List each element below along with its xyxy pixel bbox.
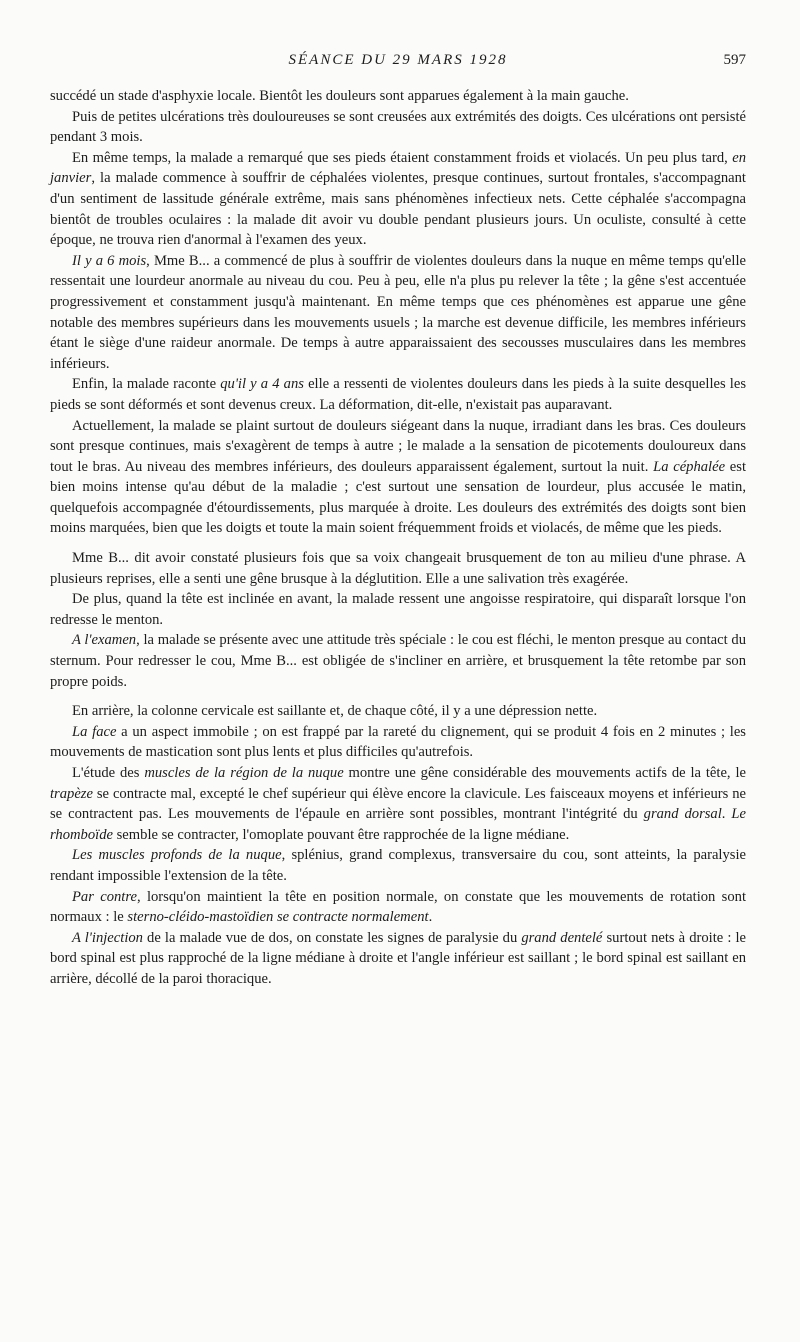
text-run: se contracte mal, excepté le chef supérieur qui élève encore la clavicule. Les faisceaux moyens et inférieurs ne se contractent pas. Les mouvements de l'épaule en arrière sont possibles, montrant l'intégrité du [50,785,746,823]
text-run: Enfin, la malade raconte [72,376,221,393]
text-run: Actuellement, la malade se plaint surtout de douleurs siégeant dans la nuque, irradiant dans les bras. Ces douleurs sont presque continues, mais s'exagèrent de temps à autre ; le malade a la sensation de picotements douloureux dans tout le bras. Au niveau des membres inférieurs, des douleurs apparaissent également, surtout la nuit. [50,417,746,475]
text-run: En même temps, la malade a remarqué que ses pieds étaient constamment froids et violacés. Un peu plus tard, [72,149,733,166]
italic-text: Il y a 6 mois [72,252,147,269]
text-run: semble se contracter, l'omoplate pouvant être rapprochée de la ligne médiane. [112,826,570,843]
paragraph [50,589,746,630]
paragraph [50,416,746,540]
paragraph [50,701,746,722]
italic-text: A l'examen [72,632,137,649]
text-run: Mme B... dit avoir constaté plusieurs fois que sa voix changeait brusquement de ton au milieu d'une phrase. A plusieurs reprises, elle a senti une gêne brusque à la déglutition. Elle a une salivation très exagérée. [50,550,746,587]
text-run: , la malade se présente avec une attitude très spéciale : le cou est fléchi, le menton presque au contact du sternum. Pour redresser le cou, Mme B... est obligée de s'incliner en arrière, et brusquement la tête retombe par son propre poids. [50,632,746,690]
text-run: , splénius, grand complexus, transversaire du cou, sont atteints, la paralysie rendant impossible l'extension de la tête. [50,847,746,884]
text-run: succédé un stade d'asphyxie locale. Bientôt les douleurs sont apparues également à la main gauche. [50,88,629,104]
text-run: L'étude des [72,765,145,781]
text-run: a un aspect immobile ; on est frappé par la rareté du clignement, qui se produit 4 fois en 2 minutes ; les mouvements de mastication sont plus lents et plus difficiles qu'autrefois. [50,723,746,761]
text-run: montre une gêne considérable des mouvements actifs de la tête, le [343,765,746,781]
text-run: . [428,909,433,926]
running-title: SÉANCE DU 29 MARS 1928 [288,52,508,68]
paragraph [50,763,746,845]
italic-text: grand dorsal [643,806,722,823]
paragraph [50,374,746,415]
italic-text: Les muscles profonds de la nuque [72,847,282,864]
paragraph [50,251,746,375]
paragraph [50,887,746,928]
italic-text: Par contre [72,888,137,905]
text-run: En arrière, la colonne cervicale est saillante et, de chaque côté, il y a une dépression nette. [72,703,598,720]
paragraph [50,548,746,589]
italic-text: qu'il y a 4 ans [220,376,304,393]
italic-text: trapèze [50,785,93,802]
paragraph [50,148,746,251]
body-text [50,86,746,990]
text-run: , Mme B... a commencé de plus à souffrir de violentes douleurs dans la nuque en même temps qu'elle ressentait une lourdeur anormale au niveau du cou. Peu à peu, elle n'a plus pu relever la tête ; la gêne s'est accentuée progressivement et constamment jusqu'à maintenant. En même temps que ces phénomènes est apparue une gêne notable des membres supérieurs dans les mouvements usuels ; la marche est devenue difficile, les membres inférieurs étant le siège d'une raideur anormale. De temps à autre apparaissaient des secousses musculaires dans les membres inférieurs. [50,252,746,372]
text-run: . [721,806,732,823]
italic-text: muscles de la région de la nuque [144,765,344,781]
text-run: De plus, quand la tête est inclinée en avant, la malade ressent une angoisse respiratoire, qui disparaît lorsque l'on redresse le menton. [50,591,746,628]
italic-text: grand dentelé [521,929,603,946]
italic-text: La céphalée [653,458,726,475]
text-run: , la malade commence à souffrir de céphalées violentes, presque continues, surtout frontales, s'accompagnant d'un sentiment de lassitude générale extrême, mais sans phénomènes infectieux nets. Cette céphalée s'accompagna bientôt de troubles oculaires : la malade dit avoir vu double pendant plusieurs jours. Un oculiste, consulté à cette époque, ne trouva rien d'anormal à l'examen des yeux. [50,170,746,249]
italic-text: en janvier [50,149,746,187]
paragraph [50,86,746,107]
text-run: est bien moins intense qu'au début de la maladie ; c'est surtout une sensation de lourdeur, plus accusée le matin, quelquefois accompagnée d'étourdissements, plus marquée à droite. Les douleurs des extrémités des doigts sont bien moins marquées, bien que les doigts et toute la main soient fréquemment froids et violacés, de même que les pieds. [50,458,746,537]
italic-text: A l'injection [72,929,143,946]
paragraph [50,928,746,990]
italic-text: La face [72,723,117,740]
paragraph [50,630,746,692]
text-run: , lorsqu'on maintient la tête en position normale, on constate que les mouvements de rotation sont normaux : le [50,888,746,926]
text-run: de la malade vue de dos, on constate les signes de paralysie du [142,929,522,946]
paragraph [50,845,746,886]
italic-text: Le rhomboïde [50,806,746,843]
paragraph [50,722,746,763]
text-run: surtout nets à droite : le bord spinal est plus rapproché de la ligne médiane à droite et l'angle inférieur est saillant ; le bord spinal est saillant en arrière, décollé de la paroi thoracique. [50,929,746,987]
paragraph [50,107,746,148]
italic-text: sterno-cléido-mastoïdien se contracte normalement [127,909,429,926]
page-number: 597 [723,52,746,68]
text-run: elle a ressenti de violentes douleurs dans les pieds à la suite desquelles les pieds se sont déformés et sont devenus creux. La déformation, dit-elle, n'existait pas auparavant. [50,376,747,413]
text-run: Puis de petites ulcérations très douloureuses se sont creusées aux extrémités des doigts. Ces ulcérations ont persisté pendant 3 mois. [50,108,746,146]
page-header [50,52,746,86]
